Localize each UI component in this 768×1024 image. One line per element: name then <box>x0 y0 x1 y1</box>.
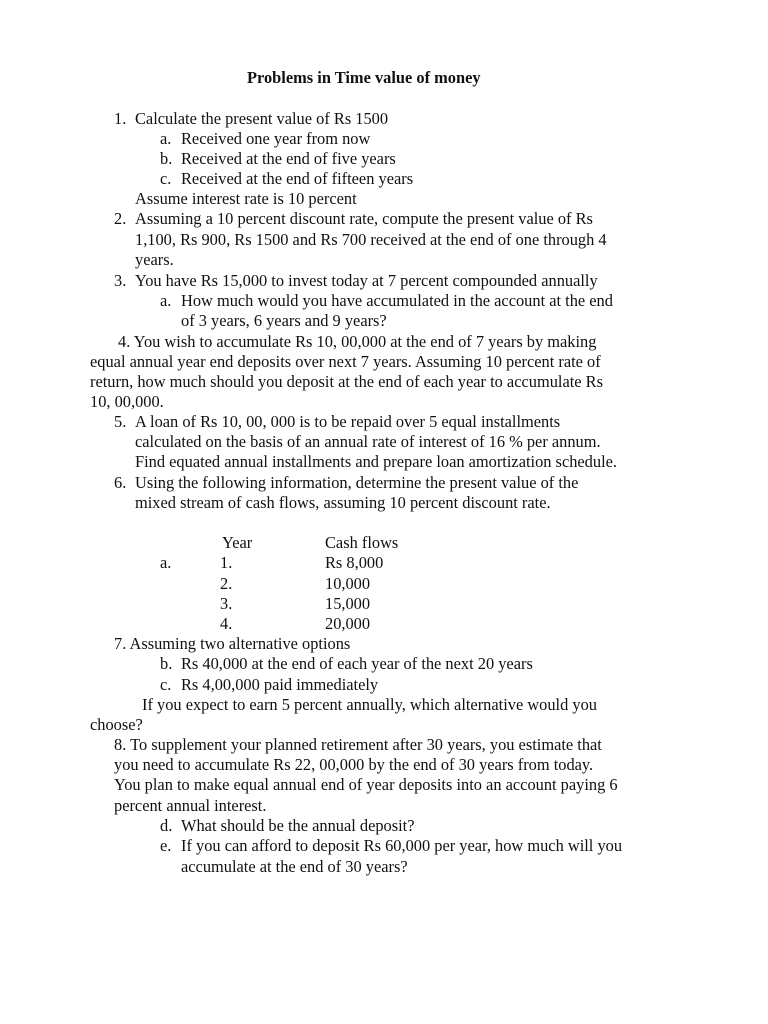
sub-item-marker: b. <box>160 654 173 673</box>
table-cell-cash: 15,000 <box>325 594 371 613</box>
sub-item-text: Rs 4,00,000 paid immediately <box>181 675 379 694</box>
table-cell-cash: Rs 8,000 <box>325 553 384 572</box>
question-text: equal annual year end deposits over next 7 years. Assuming 10 percent rate of <box>90 352 601 371</box>
question-text: 4. You wish to accumulate Rs 10, 00,000 at the end of 7 years by making <box>118 332 597 351</box>
question-text: percent annual interest. <box>114 796 267 815</box>
page-title: Problems in Time value of money <box>247 68 481 87</box>
table-cell-cash: 20,000 <box>325 614 371 633</box>
table-cell-year: 2. <box>220 574 233 593</box>
sub-item-marker: a. <box>160 553 172 572</box>
sub-item-marker: c. <box>160 169 172 188</box>
sub-item-text: of 3 years, 6 years and 9 years? <box>181 311 387 330</box>
question-text: mixed stream of cash flows, assuming 10 percent discount rate. <box>135 493 551 512</box>
table-cell-year: 3. <box>220 594 233 613</box>
question-text: 10, 00,000. <box>90 392 164 411</box>
sub-item-marker: e. <box>160 836 172 855</box>
table-header-year: Year <box>222 533 253 552</box>
sub-item-text: What should be the annual deposit? <box>181 816 415 835</box>
sub-item-marker: c. <box>160 675 172 694</box>
sub-item-text: Received at the end of five years <box>181 149 396 168</box>
question-text: A loan of Rs 10, 00, 000 is to be repaid over 5 equal installments <box>135 412 561 431</box>
question-text: Assuming a 10 percent discount rate, compute the present value of Rs <box>135 209 593 228</box>
table-cell-year: 1. <box>220 553 233 572</box>
question-text: choose? <box>90 715 143 734</box>
question-text: you need to accumulate Rs 22, 00,000 by the end of 30 years from today. <box>114 755 594 774</box>
question-note: Assume interest rate is 10 percent <box>135 189 357 208</box>
question-text: If you expect to earn 5 percent annually, which alternative would you <box>142 695 597 714</box>
table-cell-cash: 10,000 <box>325 574 371 593</box>
question-text: Find equated annual installments and prepare loan amortization schedule. <box>135 452 618 471</box>
sub-item-text: Received at the end of fifteen years <box>181 169 414 188</box>
question-text: 1,100, Rs 900, Rs 1500 and Rs 700 received at the end of one through 4 <box>135 230 607 249</box>
question-text: 7. Assuming two alternative options <box>114 634 351 653</box>
sub-item-text: accumulate at the end of 30 years? <box>181 857 408 876</box>
question-text: Calculate the present value of Rs 1500 <box>135 109 389 128</box>
question-text: 8. To supplement your planned retirement after 30 years, you estimate that <box>114 735 602 754</box>
question-text: Using the following information, determine the present value of the <box>135 473 579 492</box>
question-text: calculated on the basis of an annual rate of interest of 16 % per annum. <box>135 432 601 451</box>
question-text: return, how much should you deposit at the end of each year to accumulate Rs <box>90 372 603 391</box>
sub-item-text: Received one year from now <box>181 129 371 148</box>
sub-item-text: Rs 40,000 at the end of each year of the next 20 years <box>181 654 533 673</box>
sub-item-marker: a. <box>160 129 172 148</box>
sub-item-text: If you can afford to deposit Rs 60,000 per year, how much will you <box>181 836 623 855</box>
sub-item-marker: d. <box>160 816 173 835</box>
table-header-cash-flows: Cash flows <box>325 533 399 552</box>
sub-item-text: How much would you have accumulated in the account at the end <box>181 291 613 310</box>
question-number: 5. <box>114 412 127 431</box>
table-cell-year: 4. <box>220 614 233 633</box>
sub-item-marker: b. <box>160 149 173 168</box>
question-number: 6. <box>114 473 127 492</box>
sub-item-marker: a. <box>160 291 172 310</box>
question-number: 2. <box>114 209 127 228</box>
question-number: 3. <box>114 271 127 290</box>
question-text: years. <box>135 250 174 269</box>
question-text: You have Rs 15,000 to invest today at 7 percent compounded annually <box>135 271 598 290</box>
question-text: You plan to make equal annual end of year deposits into an account paying 6 <box>114 775 618 794</box>
question-number: 1. <box>114 109 127 128</box>
